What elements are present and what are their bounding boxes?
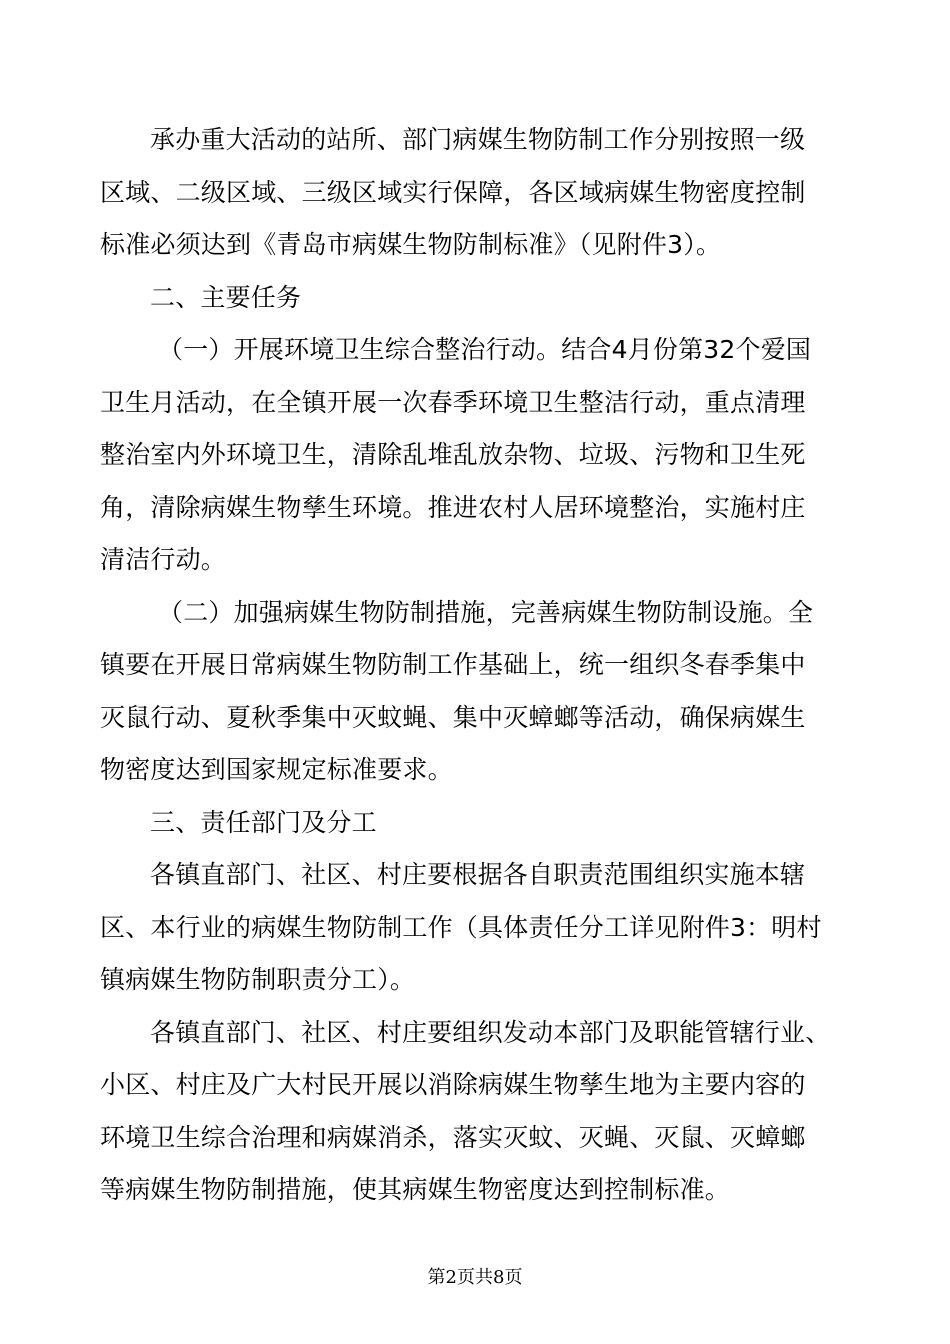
section-heading-responsibilities: 三、责任部门及分工	[150, 807, 377, 837]
text-line: 角，清除病媒生物孳生环境。推进农村人居环境整治，实施村庄	[100, 492, 806, 522]
subsection-heading-1: （一）开展环境卫生综合整治行动。结合4月份第32个爱国	[158, 335, 812, 364]
document-body	[100, 114, 860, 1217]
section-heading-main-tasks: 二、主要任务	[150, 282, 302, 312]
text-line: 各镇直部门、社区、村庄要组织发动本部门及职能管辖行业、	[150, 1017, 831, 1047]
text-line: 清洁行动。	[100, 545, 227, 574]
text-line: 小区、村庄及广大村民开展以消除病媒生物孳生地为主要内容的	[100, 1070, 806, 1099]
text-line: 环境卫生综合治理和病媒消杀，落实灭蚊、灭蝇、灭鼠、灭蟑螂	[100, 1122, 806, 1152]
page-number-footer: 第2页共8页	[427, 1267, 523, 1288]
text-line: 卫生月活动，在全镇开展一次春季环境卫生整洁行动，重点清理	[100, 387, 806, 417]
subsection-heading-2: （二）加强病媒生物防制措施，完善病媒生物防制设施。全	[158, 597, 814, 627]
text-line: 物密度达到国家规定标准要求。	[100, 755, 453, 784]
text-line: 镇病媒生物防制职责分工）。	[100, 965, 416, 994]
text-line: 标准必须达到《青岛市病媒生物防制标准》（见附件3）。	[100, 230, 722, 259]
text-line: 承办重大活动的站所、部门病媒生物防制工作分别按照一级	[150, 125, 806, 154]
text-line: 灭鼠行动、夏秋季集中灭蚊蝇、集中灭蟑螂等活动，确保病媒生	[100, 702, 806, 732]
text-line: 镇要在开展日常病媒生物防制工作基础上，统一组织冬春季集中	[100, 650, 806, 679]
text-line: 区、本行业的病媒生物防制工作（具体责任分工详见附件3：明村	[100, 912, 822, 942]
text-line: 等病媒生物防制措施，使其病媒生物密度达到控制标准。	[100, 1175, 731, 1204]
text-line: 整治室内外环境卫生，清除乱堆乱放杂物、垃圾、污物和卫生死	[100, 440, 806, 469]
text-line: 区域、二级区域、三级区域实行保障，各区域病媒生物密度控制	[100, 177, 806, 207]
text-line: 各镇直部门、社区、村庄要根据各自职责范围组织实施本辖	[150, 860, 806, 889]
